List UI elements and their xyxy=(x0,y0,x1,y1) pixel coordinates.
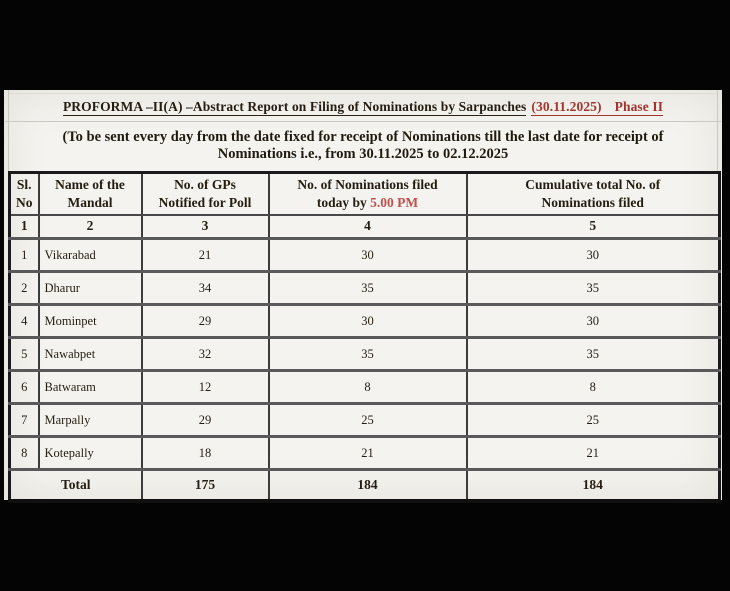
top-hairline xyxy=(9,93,717,94)
report-title-text: PROFORMA –II(A) –Abstract Report on Filing of Nominations by Sarpanches xyxy=(62,99,527,114)
cell-sl-no: 5 xyxy=(10,338,39,371)
nominations-table xyxy=(8,171,721,503)
col-number-5: 5 xyxy=(467,215,720,239)
subtitle-line-2: Nominations i.e., from 30.11.2025 to 02.12.2025 xyxy=(217,146,509,162)
cell-gps-notified: 32 xyxy=(142,338,269,371)
cell-nominations-today: 8 xyxy=(269,371,467,404)
report-subtitle xyxy=(9,129,717,163)
report-title-date: (30.11.2025) xyxy=(531,99,602,114)
cell-mandal-name: Mominpet xyxy=(39,305,142,338)
cell-cumulative-total: 35 xyxy=(467,338,720,371)
cell-gps-notified: 34 xyxy=(142,272,269,305)
table-header-row xyxy=(10,173,720,215)
cell-cumulative-total: 8 xyxy=(467,371,720,404)
cell-cumulative-total: 21 xyxy=(467,437,720,470)
cell-nominations-today: 25 xyxy=(269,404,467,437)
cell-cumulative-total: 35 xyxy=(467,272,720,305)
total-today: 184 xyxy=(269,470,467,501)
cell-sl-no: 7 xyxy=(10,404,39,437)
cell-gps-notified: 29 xyxy=(142,305,269,338)
header-cumulative-total: Cumulative total No. of Nominations filed xyxy=(467,173,720,215)
table-row xyxy=(10,272,720,305)
cell-cumulative-total: 25 xyxy=(467,404,720,437)
table-row xyxy=(10,338,720,371)
divider-line xyxy=(5,121,721,122)
cell-cumulative-total: 30 xyxy=(467,305,720,338)
cell-sl-no: 8 xyxy=(10,437,39,470)
report-document xyxy=(4,90,722,500)
cell-sl-no: 4 xyxy=(10,305,39,338)
header-mandal: Name of the Mandal xyxy=(39,173,142,215)
header-sl-no: Sl. No xyxy=(10,173,39,215)
cell-nominations-today: 35 xyxy=(269,338,467,371)
header-gps-notified: No. of GPs Notified for Poll xyxy=(142,173,269,215)
total-gps: 175 xyxy=(142,470,269,501)
report-title-phase: Phase II xyxy=(614,99,664,114)
col-number-3: 3 xyxy=(142,215,269,239)
cell-gps-notified: 12 xyxy=(142,371,269,404)
report-header-block xyxy=(8,90,718,171)
subtitle-line-1: (To be sent every day from the date fixed for receipt of Nominations till the last date for receipt of xyxy=(62,129,664,145)
total-label: Total xyxy=(10,470,142,501)
cell-mandal-name: Kotepally xyxy=(39,437,142,470)
cell-cumulative-total: 30 xyxy=(467,239,720,272)
total-row xyxy=(10,470,720,501)
col-number-2: 2 xyxy=(39,215,142,239)
col-number-4: 4 xyxy=(269,215,467,239)
report-title xyxy=(9,99,717,115)
cell-mandal-name: Dharur xyxy=(39,272,142,305)
column-number-row xyxy=(10,215,720,239)
cell-nominations-today: 21 xyxy=(269,437,467,470)
total-cumulative: 184 xyxy=(467,470,720,501)
cell-sl-no: 1 xyxy=(10,239,39,272)
report-title-red-segment xyxy=(531,99,663,116)
deadline-time: 5.00 PM xyxy=(370,194,419,210)
table-row xyxy=(10,371,720,404)
cell-nominations-today: 30 xyxy=(269,305,467,338)
cell-mandal-name: Vikarabad xyxy=(39,239,142,272)
cell-nominations-today: 35 xyxy=(269,272,467,305)
cell-sl-no: 2 xyxy=(10,272,39,305)
table-row xyxy=(10,239,720,272)
cell-sl-no: 6 xyxy=(10,371,39,404)
cell-gps-notified: 18 xyxy=(142,437,269,470)
cell-nominations-today: 30 xyxy=(269,239,467,272)
table-row xyxy=(10,437,720,470)
cell-mandal-name: Marpally xyxy=(39,404,142,437)
table-row xyxy=(10,404,720,437)
cell-mandal-name: Nawabpet xyxy=(39,338,142,371)
cell-gps-notified: 21 xyxy=(142,239,269,272)
cell-gps-notified: 29 xyxy=(142,404,269,437)
cell-mandal-name: Batwaram xyxy=(39,371,142,404)
header-nominations-today: No. of Nominations filed today by 5.00 PM xyxy=(269,173,467,215)
table-row xyxy=(10,305,720,338)
col-number-1: 1 xyxy=(10,215,39,239)
